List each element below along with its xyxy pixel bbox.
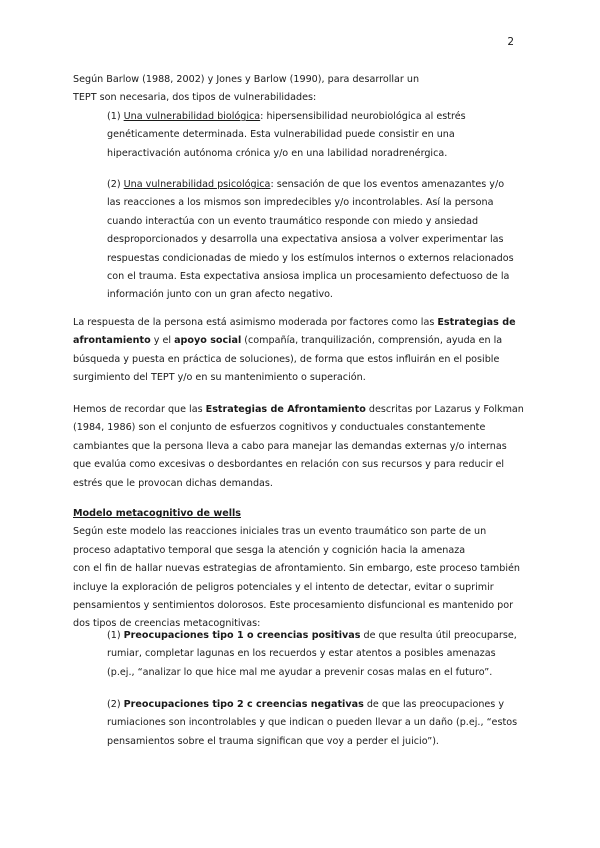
text-span: Hemos de recordar que las (73, 404, 206, 415)
text-line: (1984, 1986) son el conjunto de esfuerzos cognitivos y conductuales constantemente (73, 422, 486, 434)
term-biological: Una vulnerabilidad biológica (123, 111, 261, 122)
text-line: con el fin de hallar nuevas estrategias de afrontamiento. Sin embargo, este proceso también (73, 563, 521, 575)
text-line (107, 696, 577, 714)
text-line (73, 332, 543, 350)
text-span: descritas por Lazarus y Folkman (365, 404, 524, 415)
text-line: Según este modelo las reacciones iniciales tras un evento traumático son parte de un (73, 526, 487, 538)
term-psychological: Una vulnerabilidad psicológica (123, 179, 271, 190)
vulnerability-biological (73, 108, 577, 163)
text-line (107, 176, 577, 194)
text-line (73, 314, 543, 332)
text-line: (p.ej., “analizar lo que hice mal me ayudar a prevenir cosas malas en el futuro”. (107, 666, 493, 678)
text-line (73, 401, 543, 419)
intro-paragraph (73, 71, 543, 108)
list-number: (2) (107, 699, 124, 710)
wells-section (73, 505, 543, 634)
text-line (107, 108, 577, 126)
heading-text: Modelo metacognitivo de wells (73, 508, 241, 519)
bold-term: Preocupaciones tipo 2 c creencias negativas (123, 699, 364, 710)
text-line: desproporcionados y desarrolla una expectativa ansiosa a volver experimentar las (107, 234, 504, 246)
preocupaciones-tipo-1 (73, 627, 577, 682)
text-line: rumiaciones son incontrolables y que indican o pueden llevar a un daño (p.ej., “estos (107, 717, 518, 729)
text-line: incluye la exploración de peligros potenciales y el intento de detectar, evitar o suprimir (73, 581, 494, 593)
text-line: TEPT son necesaria, dos tipos de vulnerabilidades: (73, 92, 317, 104)
text-line: genéticamente determinada. Esta vulnerabilidad puede consistir en una (107, 129, 455, 141)
text-line: respuestas condicionadas de miedo y los estímulos internos o externos relacionados (107, 252, 514, 264)
bold-term: afrontamiento (73, 335, 151, 347)
text-line: pensamientos sobre el trauma significan que voy a perder el juicio”). (107, 735, 439, 747)
text-line: las reacciones a los mismos son impredecibles y/o incontrolables. Así la persona (107, 197, 494, 209)
text-line: búsqueda y puesta en práctica de soluciones), de forma que estos influirán en el posible (73, 353, 500, 365)
text-line: estrés que le provocan dichas demandas. (73, 477, 273, 489)
text-span: La respuesta de la persona está asimismo moderada por factores como las (73, 317, 438, 328)
preocupaciones-tipo-2 (73, 696, 577, 751)
bold-term: apoyo social (174, 335, 242, 347)
text-span: : sensación de que los eventos amenazantes y/o (270, 179, 505, 190)
text-span: y el (150, 335, 175, 347)
section-heading (73, 505, 543, 523)
respuesta-paragraph (73, 314, 543, 388)
text-line: cambiantes que la persona lleva a cabo para manejar las demandas externas y/o internas (73, 440, 507, 452)
afrontamiento-paragraph (73, 401, 543, 493)
text-line (107, 627, 577, 645)
vulnerability-psychological (73, 176, 577, 305)
list-number: (1) (107, 630, 124, 641)
text-line: pensamientos y sentimientos dolorosos. Este procesamiento disfuncional es mantenido por (73, 599, 514, 611)
text-span: de que resulta útil preocuparse, (360, 630, 517, 641)
list-number: (1) (107, 111, 124, 122)
bold-term: Preocupaciones tipo 1 o creencias positivas (123, 630, 361, 641)
text-line: surgimiento del TEPT y/o en su mantenimiento o superación. (73, 372, 366, 384)
bold-term: Estrategias de (437, 317, 516, 328)
list-number: (2) (107, 179, 124, 190)
page-number: 2 (507, 36, 514, 48)
text-line: cuando interactúa con un evento traumático responde con miedo y ansiedad (107, 215, 479, 227)
text-span: de que las preocupaciones y (363, 699, 505, 710)
text-line: que evalúa como excesivas o desbordantes en relación con sus recursos y para reducir el (73, 459, 505, 471)
text-line: dos tipos de creencias metacognitivas: (73, 618, 261, 630)
text-span: (compañía, tranquilización, comprensión, ayuda en la (241, 335, 503, 347)
text-line: proceso adaptativo temporal que sesga la atención y cognición hacia la amenaza (73, 544, 466, 556)
text-line: Según Barlow (1988, 2002) y Jones y Barlow (1990), para desarrollar un (73, 74, 420, 85)
text-line: información junto con un gran afecto negativo. (107, 289, 333, 301)
text-span: : hipersensibilidad neurobiológica al estrés (260, 111, 466, 122)
text-line: rumiar, completar lagunas en los recuerdos y estar atentos a posibles amenazas (107, 648, 496, 660)
text-line: con el trauma. Esta expectativa ansiosa implica un procesamiento defectuoso de la (107, 270, 510, 282)
text-line: hiperactivación autónoma crónica y/o en una labilidad noradrenérgica. (107, 147, 448, 159)
bold-term: Estrategias de Afrontamiento (205, 404, 366, 415)
